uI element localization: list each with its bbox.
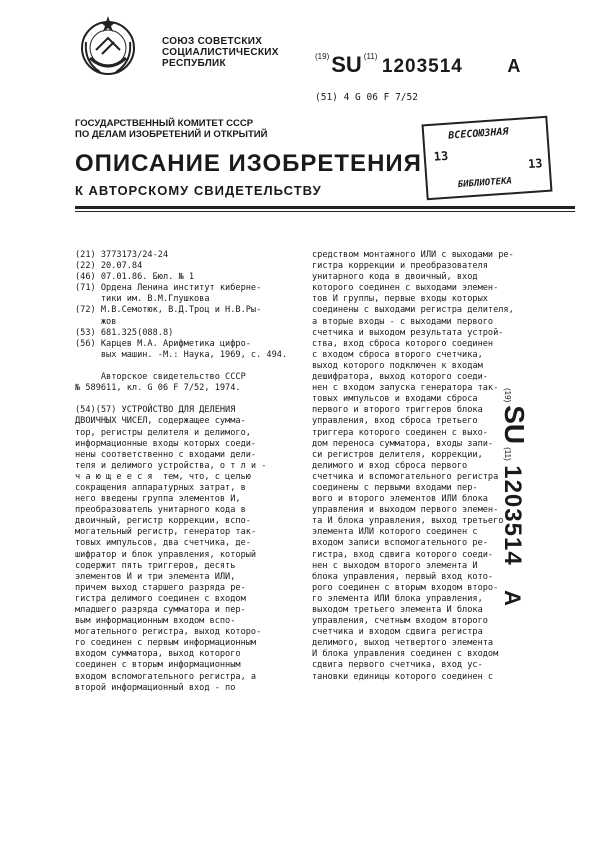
text-line: унитарного кода в двоичный, вход <box>312 272 478 283</box>
kind-code: A <box>507 56 521 76</box>
text-line: соединены с первыми входами пер- <box>312 482 478 493</box>
ipc-classification: (51) 4 G 06 F 7/52 <box>315 92 418 103</box>
text-line: го соединен с первым информационным <box>75 638 257 649</box>
text-line: вого и второго элементов ИЛИ блока <box>312 494 488 505</box>
committee-line-1: ГОСУДАРСТВЕННЫЙ КОМИТЕТ СССР <box>75 118 254 129</box>
side-publication-number <box>498 388 530 606</box>
text-line: двоичный, регистр коррекции, вспо- <box>75 516 251 527</box>
code-11: (11) <box>363 52 378 61</box>
text-line: № 589611, кл. G 06 F 7/52, 1974. <box>75 383 241 394</box>
text-line: делимого, выход четвертого элемента <box>312 638 494 649</box>
text-line <box>75 394 287 405</box>
text-line: си регистров делителя, коррекции, <box>312 449 483 460</box>
text-line: теля и делимого устройства, о т л и - <box>75 460 267 471</box>
text-line: а вторые входы - с выходами первого <box>312 316 494 327</box>
text-line: счетчика и входом сдвига регистра <box>312 627 483 638</box>
text-line: нены соответственно с входами дели- <box>75 449 257 460</box>
text-line: средством монтажного ИЛИ с выходами ре- <box>312 250 514 260</box>
text-line: преобразователь унитарного кода в <box>75 505 246 516</box>
text-line: дешифратора, выход которого соеди- <box>312 372 488 383</box>
text-line: дом переноса сумматора, входы запи- <box>312 438 494 449</box>
text-line: соединен с вторым информационным <box>75 660 241 671</box>
text-line: тор, регистры делителя и делимого, <box>75 427 251 438</box>
text-line: блока управления, первый вход кото- <box>312 571 494 582</box>
text-line: Авторское свидетельство СССР <box>75 372 246 383</box>
text-line: жов <box>75 316 117 327</box>
text-line: вых машин. -М.: Наука, 1969, с. 494. <box>75 349 288 360</box>
org-line-3: РЕСПУБЛИК <box>162 58 226 69</box>
country-code: SU <box>331 52 362 77</box>
publication-number <box>315 52 520 78</box>
text-line: счетчика и вспомогательного регистра <box>312 471 499 482</box>
document-title: ОПИСАНИЕ ИЗОБРЕТЕНИЯ <box>75 150 422 177</box>
text-line: (22) 20.07.84 <box>75 261 143 272</box>
text-line: выход которого подключен к входам <box>312 360 483 371</box>
document-subtitle: К АВТОРСКОМУ СВИДЕТЕЛЬСТВУ <box>75 183 322 198</box>
header-rule-thin <box>75 211 575 212</box>
text-line: входом сумматора, выход которого <box>75 649 241 660</box>
text-line: товых импульсов и входами сброса <box>312 394 478 405</box>
text-line: тики им. В.М.Глушкова <box>75 294 210 305</box>
text-line: гистра коррекции и преобразователя <box>312 261 488 272</box>
text-line: нен с входом запуска генератора так- <box>312 383 499 394</box>
text-line: тов И группы, первые входы которых <box>312 294 488 305</box>
text-line: входом записи вспомогательного ре- <box>312 538 488 549</box>
text-line: счетчика и выходом результата устрой- <box>312 327 504 338</box>
side-country: SU <box>499 405 530 445</box>
text-line: рого соединен с вторым входом второ- <box>312 582 499 593</box>
text-line: (72) М.В.Семотюк, В.Д.Троц и Н.В.Ры- <box>75 305 262 316</box>
text-line: товых импульсов, два счетчика, де- <box>75 538 251 549</box>
text-line: сокращения аппаратурных затрат, в <box>75 482 246 493</box>
text-line: могательного регистра, выход которо- <box>75 627 262 638</box>
text-line: управления, счетным входом второго <box>312 616 488 627</box>
text-line: та И блока управления, выход третьего <box>312 516 504 527</box>
text-line: причем выход старшего разряда ре- <box>75 582 246 593</box>
text-line: первого и второго триггеров блока <box>312 405 483 416</box>
side-number: 1203514 <box>499 465 526 566</box>
stamp-left: 13 <box>433 148 449 164</box>
text-line: соединены с выходами регистра делителя, <box>312 305 514 316</box>
text-line: управления и выходом первого элемен- <box>312 505 499 516</box>
code-19: (19) <box>315 52 330 61</box>
text-line: сдвига первого счетчика, вход ус- <box>312 660 483 671</box>
text-line: информационные входы которых соеди- <box>75 438 257 449</box>
text-line: И блока управления соединен с входом <box>312 649 499 660</box>
text-line: элемента ИЛИ которого соединен с <box>312 527 478 538</box>
ussr-emblem-icon <box>74 12 142 80</box>
side-code-19: (19) <box>503 388 512 403</box>
right-column <box>312 250 514 683</box>
committee-line-2: ПО ДЕЛАМ ИЗОБРЕТЕНИЙ И ОТКРЫТИЙ <box>75 129 268 140</box>
text-line: элементов И и три элемента ИЛИ, <box>75 571 236 582</box>
side-kind: A <box>500 590 525 607</box>
text-line: триггера которого соединен с выхо- <box>312 427 488 438</box>
text-line: которого соединен с выходами элемен- <box>312 283 499 294</box>
text-line: гистра делимого соединен с входом <box>75 593 246 604</box>
text-line: (53) 681.325(088.8) <box>75 327 174 338</box>
text-line: содержит пять триггеров, десять <box>75 560 236 571</box>
text-line: (71) Ордена Ленина институт киберне- <box>75 283 262 294</box>
text-line: тановки единицы которого соединен с <box>312 671 494 682</box>
header-rule <box>75 206 575 209</box>
text-line: могательный регистр, генератор так- <box>75 527 257 538</box>
text-line: шифратор и блок управления, который <box>75 549 257 560</box>
org-line-1: СОЮЗ СОВЕТСКИХ <box>162 36 263 47</box>
text-line: делимого и вход сброса первого <box>312 460 468 471</box>
text-line: нен с выходом второго элемента И <box>312 560 478 571</box>
stamp-line-1: ВСЕСОЮЗНАЯ <box>447 126 509 142</box>
text-line: ства, вход сброса которого соединен <box>312 338 494 349</box>
text-line: второй информационный вход - по <box>75 682 236 693</box>
text-line: вым информационным входом вспо- <box>75 616 236 627</box>
stamp-right: 13 <box>527 156 543 172</box>
left-column <box>75 250 287 694</box>
stamp-bottom: БИБЛИОТЕКА <box>457 176 513 191</box>
org-line-2: СОЦИАЛИСТИЧЕСКИХ <box>162 47 279 58</box>
text-line <box>75 361 287 372</box>
text-line: (56) Карцев М.А. Арифметика цифро- <box>75 338 251 349</box>
text-line: гистра, вход сдвига которого соеди- <box>312 549 494 560</box>
text-line: (46) 07.01.86. Бюл. № 1 <box>75 272 194 283</box>
library-stamp <box>422 116 553 201</box>
text-line: (54)(57) УСТРОЙСТВО ДЛЯ ДЕЛЕНИЯ <box>75 405 236 416</box>
text-line: ч а ю щ е е с я тем, что, с целью <box>75 471 251 482</box>
text-line: ДВОИЧНЫХ ЧИСЕЛ, содержащее сумма- <box>75 416 246 427</box>
text-line: с входом сброса второго счетчика, <box>312 349 483 360</box>
text-line: управления, вход сброса третьего <box>312 416 478 427</box>
text-line: входом вспомогательного регистра, а <box>75 671 257 682</box>
side-code-11: (11) <box>503 447 512 461</box>
text-line: выходом третьего элемента И блока <box>312 605 483 615</box>
text-line: младшего разряда сумматора и пер- <box>75 605 246 615</box>
text-line: (21) 3773173/24-24 <box>75 250 169 260</box>
text-line: него введены группа элементов И, <box>75 494 241 505</box>
patent-number: 1203514 <box>381 56 463 77</box>
text-line: го элемента ИЛИ блока управления, <box>312 593 483 604</box>
